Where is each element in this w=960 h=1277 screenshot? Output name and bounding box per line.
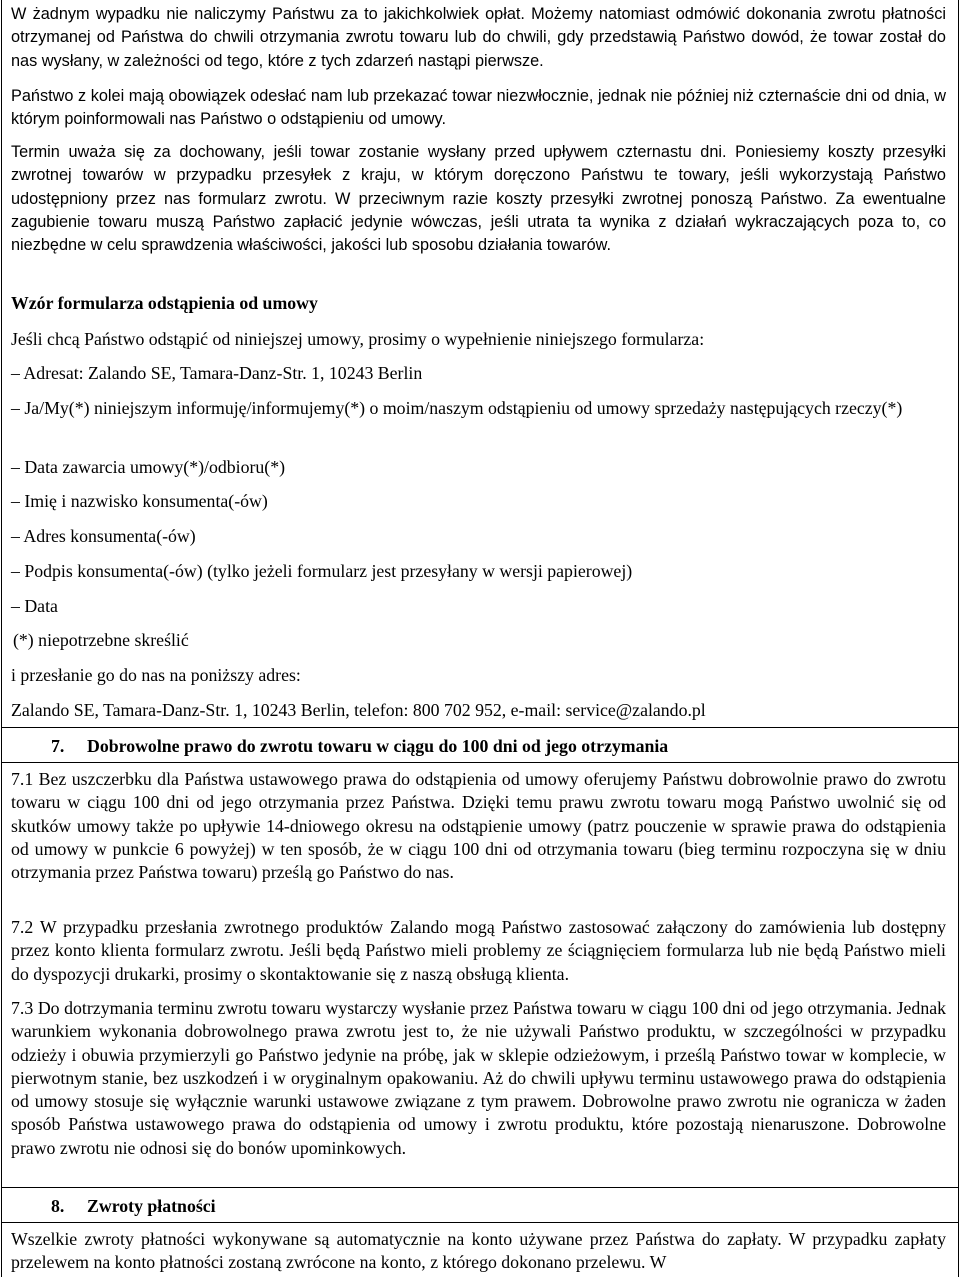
paragraph-7-3 xyxy=(11,997,946,1160)
form-send-line: i przesłanie go do nas na poniższy adres: xyxy=(11,665,301,685)
paragraph-text: 7.3 Do dotrzymania terminu zwrotu towaru wystarczy wysłanie przez Państwa towaru w ciągu 100 dni od jego otrzymania. Jednak warunkiem wykonania dobrowolnego prawa zwrotu jest to, że nie używali Państwo produktu, w szczególności w przypadku odzieży i obuwia przymierzyli go Państwo jedynie na próbę, jak w sklepie odzieżowym, i prześlą Państwo towar w komplecie, w pierwotnym stanie, bez uszkodzeń i w oryginalnym opakowaniu. Aż do chwili upływu terminu ustawowego prawa do odstąpienia od umowy stosuje się wyłącznie warunki ustawowe związane z tym prawem. Dobrowolne prawo zwrotu nie ogranicza w żaden sposób Państwa ustawowego prawa do odstąpienia od umowy i zwrotu produktu, które pozostają nienaruszone. Dobrowolne prawo zwrotu nie odnosi się do bonów upominkowych. xyxy=(11,998,946,1158)
section-8-heading xyxy=(51,1196,216,1217)
form-footnote: (*) niepotrzebne skreślić xyxy=(13,630,189,650)
form-field-consumer-address: – Adres konsumenta(-ów) xyxy=(11,526,196,546)
form-intro: Jeśli chcą Państwo odstąpić od niniejszej umowy, prosimy o wypełnienie niniejszego formularza: xyxy=(11,329,705,349)
section-divider xyxy=(1,727,959,728)
form-heading: Wzór formularza odstąpienia od umowy xyxy=(11,293,318,313)
section-divider xyxy=(1,1187,959,1188)
section-divider xyxy=(1,762,959,763)
form-address: Zalando SE, Tamara-Danz-Str. 1, 10243 Berlin, telefon: 800 702 952, e-mail: service@zalando.pl xyxy=(11,700,706,720)
paragraph-text: 7.1 Bez uszczerbku dla Państwa ustawowego prawa do odstąpienia od umowy oferujemy Państwu dobrowolnie prawo do zwrotu towaru w ciągu 100 dni od jego otrzymania przez Państwa. Dzięki temu prawu zwrotu towaru mogą Państwo uwolnić się od skutków umowy także po upływie 14-dniowego okresu na odstąpienie umowy (patrz pouczenie w sprawie prawa do odstąpienia od umowy w punkcie 6 powyżej) w ten sposób, że w ciągu 100 dni od otrzymania towaru (bieg terminu rozpoczyna się w dniu otrzymania przez Państwa towaru) prześlą go Państwo do nas. xyxy=(11,769,946,883)
form-field-consumer-name: – Imię i nazwisko konsumenta(-ów) xyxy=(11,491,268,511)
section-title: Zwroty płatności xyxy=(87,1196,216,1216)
form-field-date: – Data xyxy=(11,596,58,616)
paragraph-7-1 xyxy=(11,768,946,884)
paragraph-7-2 xyxy=(11,916,946,986)
paragraph-text: Państwo z kolei mają obowiązek odesłać nam lub przekazać towar niezwłocznie, jednak nie później niż czternaście dni od dnia, w którym poinformowali nas Państwo o odstąpieniu od umowy. xyxy=(11,87,946,129)
paragraph-deadline xyxy=(11,141,946,257)
left-border xyxy=(1,0,2,1277)
form-field-contract-date: – Data zawarcia umowy(*)/odbioru(*) xyxy=(11,457,286,477)
form-field-declaration xyxy=(11,397,946,420)
section-number: 8. xyxy=(51,1196,65,1216)
form-field-signature: – Podpis konsumenta(-ów) (tylko jeżeli formularz jest przesyłany w wersji papierowej) xyxy=(11,561,633,581)
form-field-addressee: – Adresat: Zalando SE, Tamara-Danz-Str. 1, 10243 Berlin xyxy=(11,363,423,383)
section-7-heading xyxy=(51,736,668,757)
paragraph-text: – Ja/My(*) niniejszym informuję/informujemy(*) o moim/naszym odstąpieniu od umowy sprzedaży następujących rzeczy(*) xyxy=(11,398,903,418)
section-title: Dobrowolne prawo do zwrotu towaru w ciągu do 100 dni od jego otrzymania xyxy=(87,736,669,756)
right-border xyxy=(958,0,959,1277)
paragraph-text: Wszelkie zwroty płatności wykonywane są automatycznie na konto używane przez Państwa do zapłaty. W przypadku zapłaty przelewem na konto płatności zostaną zwrócone na konto, z którego dokonano przelewu. W xyxy=(11,1229,946,1273)
paragraph-8 xyxy=(11,1228,946,1275)
paragraph-text: Termin uważa się za dochowany, jeśli towar zostanie wysłany przed upływem czternastu dni. Poniesiemy koszty przesyłki zwrotnej towarów w przypadku przesyłek z kraju, w którym doręczono Państwu te towary, jeśli wykorzystają Państwo udostępniony przez nas formularz zwrotu. W przeciwnym razie koszty przesyłki zwrotnej ponoszą Państwo. Za ewentualne zagubienie towaru muszą Państwo zapłacić jedynie wówczas, jeśli utrata ta wynika z działań wykraczających poza to, co niezbędne w celu sprawdzenia właściwości, jakości lub sposobu działania towarów. xyxy=(11,143,946,255)
section-divider xyxy=(1,1222,959,1223)
section-number: 7. xyxy=(51,736,65,756)
paragraph-return-obligation xyxy=(11,85,946,132)
paragraph-refund xyxy=(11,3,946,73)
paragraph-text: W żadnym wypadku nie naliczymy Państwu za to jakichkolwiek opłat. Możemy natomiast odmówić dokonania zwrotu płatności otrzymanej od Państwa do chwili otrzymania zwrotu towaru lub do chwili, gdy przedstawią Państwo dowód, że towar został do nas wysłany, w zależności od tego, które z tych zdarzeń nastąpi pierwsze. xyxy=(11,5,946,70)
paragraph-text: 7.2 W przypadku przesłania zwrotnego produktów Zalando mogą Państwo zastosować załączony do zamówienia lub dostępny przez konto klienta formularz zwrotu. Jeśli będą Państwo mieli problemy ze ściągnięciem formularza lub nie będą Państwo mieli do dyspozycji drukarki, prosimy o skontaktowanie się z naszą obsługą klienta. xyxy=(11,917,946,984)
